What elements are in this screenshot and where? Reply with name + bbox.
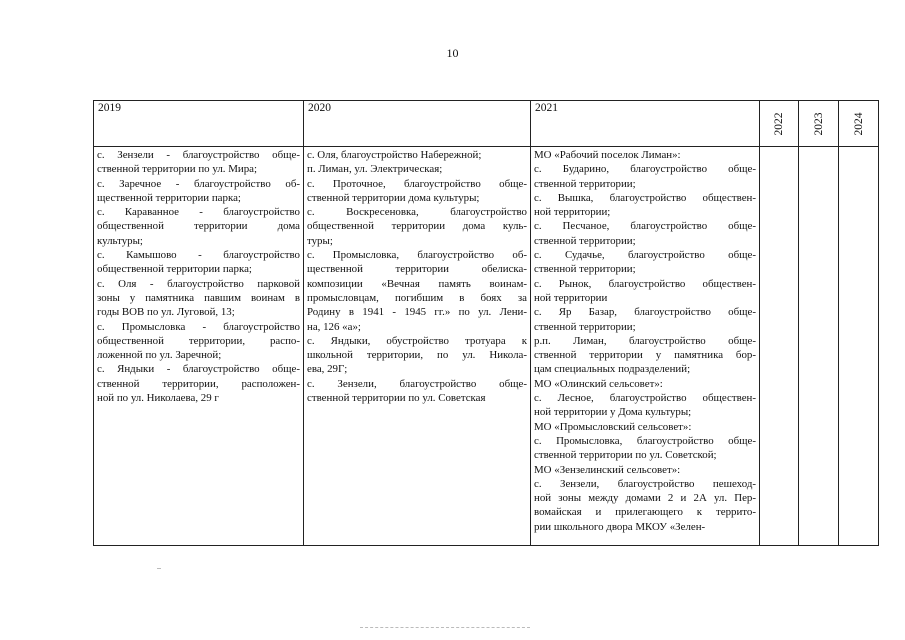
header-row — [94, 101, 879, 147]
header-label-2023: 2023 — [812, 112, 825, 135]
text-line-2021: ственной территории; — [534, 234, 636, 247]
text-line-2021: с. Яр Базар, благоустройство обще- — [534, 306, 756, 319]
text-line-2020: ственной территории по ул. Советская — [307, 392, 486, 405]
cell-text-2020 — [304, 147, 530, 544]
scan-artifact-dot — [157, 568, 161, 569]
body-cell-2023 — [799, 147, 839, 546]
text-line-2019: с. Промысловка - благоустройство — [97, 320, 300, 333]
body-cell-2019 — [94, 147, 304, 546]
text-line-2020: общественной территории дома куль- — [307, 220, 527, 233]
text-line-2021: р.п. Лиман, благоустройство обще- — [534, 334, 756, 347]
scan-artifact-footer-line — [360, 627, 530, 630]
body-row — [94, 147, 879, 546]
text-line-2020: ева, 29Г; — [307, 363, 348, 376]
text-line-2021: вомайская и прилегающего к террито- — [534, 506, 756, 519]
text-line-2021: с. Лесное, благоустройство обществен- — [534, 392, 756, 405]
text-line-2019: с. Заречное - благоустройство об- — [97, 177, 300, 190]
body-cell-2022 — [760, 147, 799, 546]
text-line-2019: общественной территории дома — [97, 220, 300, 233]
text-line-2019: культуры; — [97, 234, 143, 247]
text-line-2021: ной территории у Дома культуры; — [534, 406, 692, 419]
page-number: 10 — [446, 46, 459, 60]
text-line-2021: цам специальных подразделений; — [534, 363, 691, 376]
text-line-2020: композиции «Вечная память воинам- — [307, 277, 527, 290]
text-line-2021: с. Песчаное, благоустройство обще- — [534, 220, 756, 233]
text-line-2020: с. Промысловка, благоустройство об- — [307, 249, 527, 262]
text-line-2021: с. Рынок, благоустройство обществен- — [534, 277, 756, 290]
header-label-2022: 2022 — [773, 112, 785, 135]
text-line-2019: щественной территории парка; — [97, 191, 241, 204]
text-line-2020: на, 126 «а»; — [307, 320, 361, 333]
text-line-2019: ственной территории, расположен- — [97, 377, 300, 390]
text-line-2021: ственной территории по ул. Советской; — [534, 449, 717, 462]
cell-text-2019 — [94, 147, 303, 544]
text-line-2019: ственной территории по ул. Мира; — [97, 163, 258, 176]
text-line-2020: с. Яндыки, обустройство тротуара к — [307, 334, 527, 347]
text-line-2021: с. Зензели, благоустройство пешеход- — [534, 477, 756, 490]
cell-text-2021 — [531, 147, 759, 544]
text-line-2020: Родину в 1941 - 1945 гг.» по ул. Лени- — [307, 306, 527, 319]
text-line-2020: щественной территории обелиска- — [307, 263, 527, 276]
text-line-2020: с. Зензели, благоустройство обще- — [307, 377, 527, 390]
header-cell-2022 — [760, 101, 799, 147]
header-cell-2019: 2019 — [94, 101, 304, 147]
text-line-2019: с. Караванное - благоустройство — [97, 206, 300, 219]
header-label-2024: 2024 — [852, 112, 865, 135]
text-line-2021: ной зоны между домами 2 и 2А ул. Пер- — [534, 492, 756, 505]
text-line-2021: ственной территории; — [534, 177, 636, 190]
header-cell-2024 — [839, 101, 879, 147]
text-line-2021: с. Бударино, благоустройство обще- — [534, 163, 756, 176]
header-cell-2021: 2021 — [531, 101, 760, 147]
text-line-2021: МО «Рабочий поселок Лиман»: — [534, 149, 681, 161]
text-line-2020: ственной территории дома культуры; — [307, 191, 480, 204]
text-line-2019: зоны у памятника павшим воинам в — [97, 291, 300, 304]
text-line-2021: ственной территории; — [534, 263, 636, 276]
header-cell-2023 — [799, 101, 839, 147]
text-line-2019: ной по ул. Николаева, 29 г — [97, 392, 219, 405]
text-line-2021: с. Судачье, благоустройство обще- — [534, 249, 756, 262]
body-cell-2020 — [304, 147, 531, 546]
header-cell-2020: 2020 — [304, 101, 531, 147]
text-line-2019: общественной территории, распо- — [97, 334, 300, 347]
text-line-2021: ственной территории; — [534, 320, 636, 333]
text-line-2020: школьной территории, по ул. Никола- — [307, 349, 527, 362]
text-line-2020: с. Оля, благоустройство Набережной; — [307, 149, 482, 161]
text-line-2021: МО «Зензелинский сельсовет»: — [534, 463, 681, 476]
text-line-2021: с. Промысловка, благоустройство обще- — [534, 434, 756, 447]
text-line-2019: общественной территории парка; — [97, 263, 252, 276]
text-line-2019: с. Оля - благоустройство парковой — [97, 277, 300, 290]
text-line-2020: с. Проточное, благоустройство обще- — [307, 177, 527, 190]
text-line-2019: с. Зензели - благоустройство обще- — [97, 149, 300, 161]
body-cell-2024 — [839, 147, 879, 546]
text-line-2020: п. Лиман, ул. Электрическая; — [307, 163, 443, 176]
text-line-2019: с. Камышово - благоустройство — [97, 249, 300, 262]
text-line-2021: МО «Олинский сельсовет»: — [534, 377, 663, 390]
text-line-2020: с. Воскресеновка, благоустройство — [307, 206, 527, 219]
text-line-2019: ложенной по ул. Заречной; — [97, 349, 222, 362]
text-line-2019: годы ВОВ по ул. Луговой, 13; — [97, 306, 235, 319]
text-line-2021: ной территории — [534, 291, 608, 304]
text-line-2020: туры; — [307, 234, 333, 247]
text-line-2021: с. Вышка, благоустройство обществен- — [534, 191, 756, 204]
text-line-2021: ной территории; — [534, 206, 611, 219]
improvement-plan-table — [93, 100, 879, 546]
text-line-2019: с. Яндыки - благоустройство обще- — [97, 363, 300, 376]
text-line-2021: рии школьного двора МКОУ «Зелен- — [534, 520, 706, 533]
text-line-2021: ственной территории у памятника бор- — [534, 349, 756, 362]
text-line-2021: МО «Промысловский сельсовет»: — [534, 420, 692, 433]
text-line-2020: промысловцам, погибшим в боях за — [307, 291, 527, 304]
body-cell-2021 — [531, 147, 760, 546]
